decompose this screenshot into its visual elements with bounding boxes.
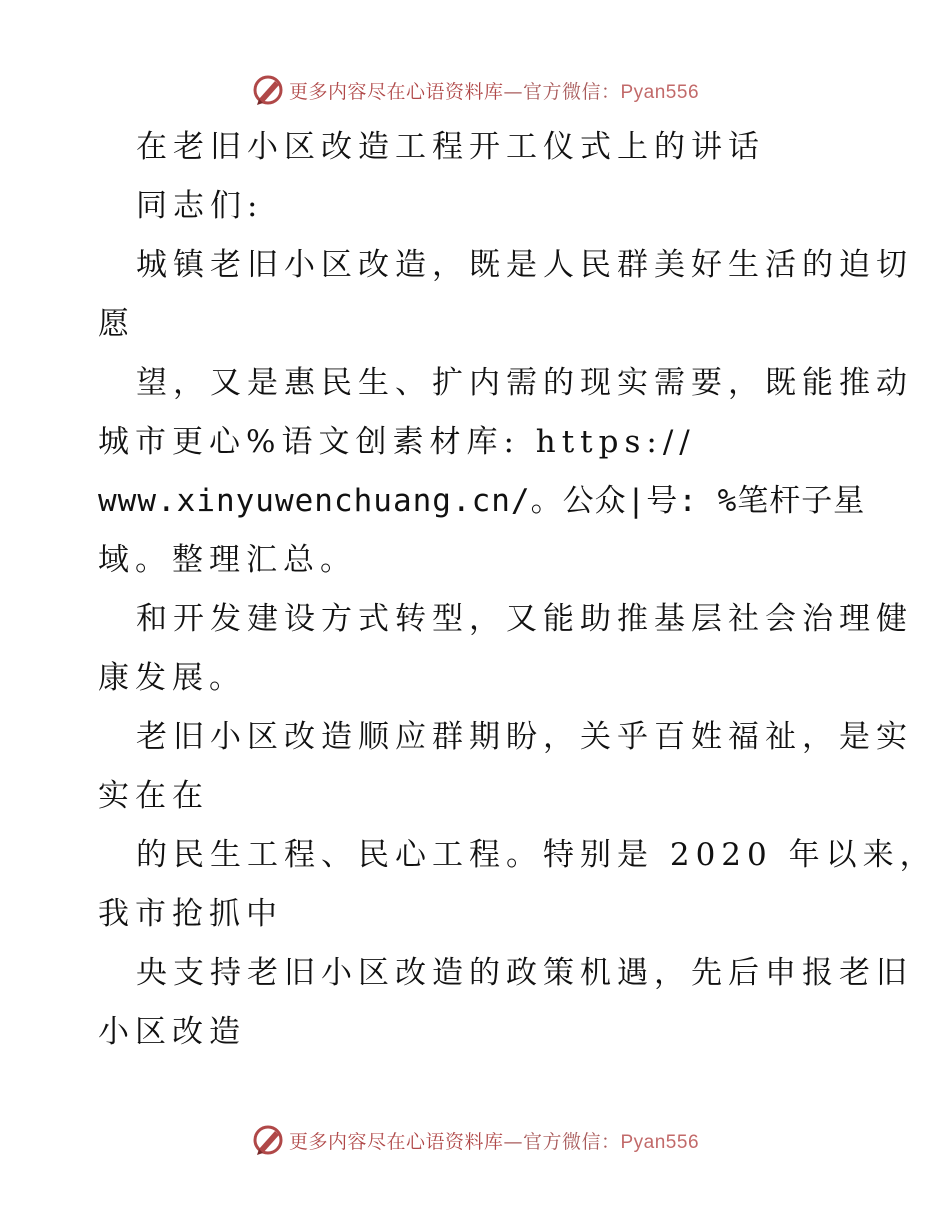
pen-logo-icon — [251, 73, 285, 107]
paragraph-line: 城市更心%语文创素材库: https:// — [98, 424, 696, 460]
paragraph-line: 小区改造 — [98, 1014, 246, 1050]
paragraph-line: 愿 — [98, 306, 135, 342]
document-body — [98, 118, 937, 1062]
paragraph-line: 和开发建设方式转型，又能助推基层社会治理健 — [136, 601, 913, 637]
paragraph-line: 老旧小区改造顺应群期盼，关乎百姓福祉，是实 — [136, 719, 913, 755]
paragraph-line: 我市抢抓中 — [98, 896, 283, 932]
paragraph-line: 康发展。 — [98, 660, 246, 696]
paragraph-line: 域。整理汇总。 — [98, 542, 357, 578]
document-title: 在老旧小区改造工程开工仪式上的讲话 — [136, 129, 765, 165]
paragraph-line: 城镇老旧小区改造，既是人民群美好生活的迫切 — [136, 247, 913, 283]
header-banner — [0, 70, 950, 110]
banner-text: 更多内容尽在心语资料库—官方微信：Pyan556 — [288, 80, 700, 103]
paragraph-line: 央支持老旧小区改造的政策机遇，先后申报老旧 — [136, 955, 913, 991]
footer-banner — [0, 1120, 950, 1160]
paragraph-line: www.xinyuwenchuang.cn/。公众|号: %笔杆子星 — [98, 483, 866, 519]
pen-logo-icon — [251, 1123, 285, 1157]
banner-text: 更多内容尽在心语资料库—官方微信：Pyan556 — [288, 1130, 700, 1153]
paragraph-line: 的民生工程、民心工程。特别是 2020 年以来， — [136, 837, 937, 873]
paragraph-line: 望，又是惠民生、扩内需的现实需要，既能推动 — [136, 365, 913, 401]
paragraph-line: 实在在 — [98, 778, 209, 814]
greeting: 同志们: — [136, 188, 264, 224]
